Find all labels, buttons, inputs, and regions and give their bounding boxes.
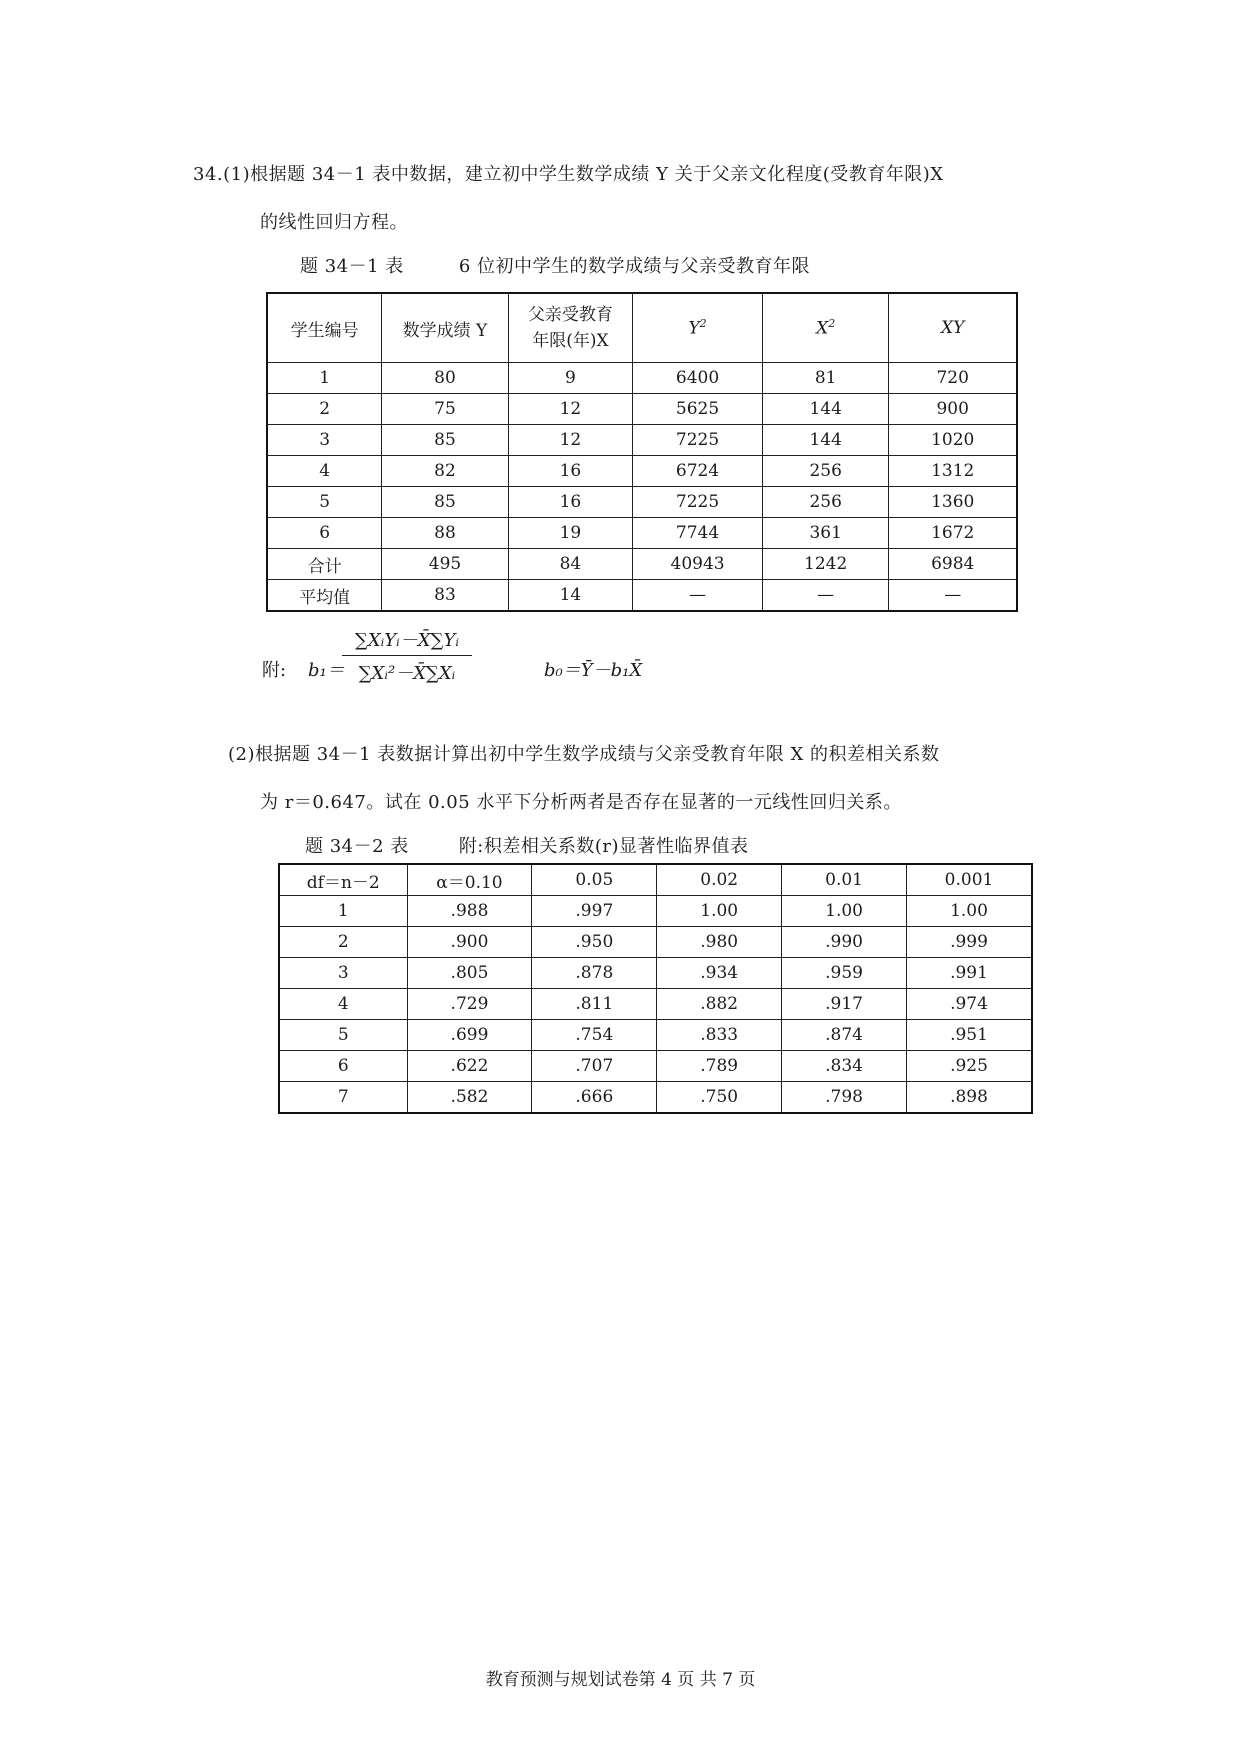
table-cell: 9 (508, 363, 633, 394)
table-2-header-row (279, 864, 1032, 896)
table-row (279, 1082, 1032, 1114)
header-student-id: 学生编号 (267, 293, 382, 363)
table-cell: 19 (508, 518, 633, 549)
formula-b0: b₀＝Ȳ－b₁X̄ (544, 660, 643, 681)
formula-b1-fraction (342, 626, 472, 685)
table-cell: .974 (906, 989, 1032, 1020)
table-cell: 85 (382, 425, 508, 456)
table-row (279, 1020, 1032, 1051)
header-alpha-001: 0.01 (782, 864, 907, 896)
table-cell: 合计 (267, 549, 382, 580)
table-cell: 1 (279, 896, 407, 927)
table-cell: 495 (382, 549, 508, 580)
table-cell: 720 (889, 363, 1017, 394)
page-footer: 教育预测与规划试卷第 4 页 共 7 页 (485, 1670, 756, 1690)
table-cell: .811 (532, 989, 657, 1020)
table-cell: 256 (762, 456, 889, 487)
table-cell: 7 (279, 1082, 407, 1114)
header-math-score: 数学成绩 Y (382, 293, 508, 363)
table-cell: 5 (279, 1020, 407, 1051)
table-1-label: 题 34－1 表 (300, 256, 404, 277)
table-cell: 88 (382, 518, 508, 549)
table-row (267, 425, 1017, 456)
table-cell: 144 (762, 394, 889, 425)
table-cell: .980 (657, 927, 782, 958)
table-cell: 1.00 (906, 896, 1032, 927)
table-cell: .900 (407, 927, 532, 958)
table-row (267, 456, 1017, 487)
table-cell: .754 (532, 1020, 657, 1051)
table-cell: 1020 (889, 425, 1017, 456)
table-cell: 75 (382, 394, 508, 425)
table-cell: 2 (267, 394, 382, 425)
table-cell: 5 (267, 487, 382, 518)
table-cell: 7225 (633, 425, 763, 456)
table-row (267, 363, 1017, 394)
table-cell: 16 (508, 487, 633, 518)
table-cell: 12 (508, 425, 633, 456)
table-cell: — (889, 580, 1017, 612)
table-cell: 4 (279, 989, 407, 1020)
question-2-line-1: (2)根据题 34－1 表数据计算出初中学生数学成绩与父亲受教育年限 X 的积差相关系数 (228, 744, 940, 765)
table-cell: .582 (407, 1082, 532, 1114)
table-cell: 40943 (633, 549, 763, 580)
formula-b1-denominator: ∑Xᵢ²－X̄∑Xᵢ (358, 663, 456, 684)
table-cell: 2 (279, 927, 407, 958)
table-cell: .707 (532, 1051, 657, 1082)
header-df: df＝n－2 (279, 864, 407, 896)
table-cell: .833 (657, 1020, 782, 1051)
table-cell: .805 (407, 958, 532, 989)
table-cell: 5625 (633, 394, 763, 425)
table-cell: 82 (382, 456, 508, 487)
table-cell: .789 (657, 1051, 782, 1082)
table-cell: 4 (267, 456, 382, 487)
table-cell: .878 (532, 958, 657, 989)
table-cell: .666 (532, 1082, 657, 1114)
header-y-squared-exp: 2 (699, 317, 707, 331)
header-alpha-002: 0.02 (657, 864, 782, 896)
regression-formula (262, 626, 962, 716)
header-father-education (508, 293, 633, 363)
table-cell: 3 (267, 425, 382, 456)
table-row (279, 958, 1032, 989)
table-row (267, 518, 1017, 549)
table-2-title (305, 832, 749, 858)
header-x-squared-base: X (816, 318, 829, 339)
table-cell: .834 (782, 1051, 907, 1082)
table-row (267, 394, 1017, 425)
header-y-squared (633, 293, 763, 363)
header-xy: XY (889, 293, 1017, 363)
table-cell: .950 (532, 927, 657, 958)
table-cell: .917 (782, 989, 907, 1020)
header-alpha-0001: 0.001 (906, 864, 1032, 896)
table-cell: .729 (407, 989, 532, 1020)
table-1 (266, 292, 1018, 612)
table-cell: .951 (906, 1020, 1032, 1051)
table-cell: .750 (657, 1082, 782, 1114)
table-1-title (300, 252, 810, 278)
header-alpha-005: 0.05 (532, 864, 657, 896)
table-cell: 6400 (633, 363, 763, 394)
table-cell: 81 (762, 363, 889, 394)
table-cell: .959 (782, 958, 907, 989)
table-cell: 1.00 (782, 896, 907, 927)
table-row (279, 896, 1032, 927)
question-2-line-2: 为 r＝0.647。试在 0.05 水平下分析两者是否存在显著的一元线性回归关系。 (260, 792, 902, 813)
table-cell: 900 (889, 394, 1017, 425)
table-cell: 1672 (889, 518, 1017, 549)
table-cell: 85 (382, 487, 508, 518)
table-cell: .798 (782, 1082, 907, 1114)
header-y-squared-base: Y (688, 318, 700, 339)
table-cell: 144 (762, 425, 889, 456)
header-x-squared-exp: 2 (828, 317, 836, 331)
table-cell: 84 (508, 549, 633, 580)
table-cell: 6724 (633, 456, 763, 487)
table-cell: .988 (407, 896, 532, 927)
table-2-caption: 附:积差相关系数(r)显著性临界值表 (458, 836, 749, 857)
table-cell: .898 (906, 1082, 1032, 1114)
table-row-average (267, 580, 1017, 612)
table-cell: .622 (407, 1051, 532, 1082)
table-1-header-row (267, 293, 1017, 363)
table-cell: .990 (782, 927, 907, 958)
header-father-education-line-2: 年限(年)X (532, 331, 609, 351)
table-cell: .925 (906, 1051, 1032, 1082)
table-cell: 12 (508, 394, 633, 425)
table-cell: 361 (762, 518, 889, 549)
table-cell: .934 (657, 958, 782, 989)
table-cell: .699 (407, 1020, 532, 1051)
table-cell: 6984 (889, 549, 1017, 580)
table-cell: — (633, 580, 763, 612)
table-cell: 平均值 (267, 580, 382, 612)
table-row (279, 1051, 1032, 1082)
table-cell: 14 (508, 580, 633, 612)
table-cell: 1360 (889, 487, 1017, 518)
table-2-label: 题 34－2 表 (305, 836, 409, 857)
table-cell: 1 (267, 363, 382, 394)
table-row-total (267, 549, 1017, 580)
table-cell: — (762, 580, 889, 612)
formula-b1-lhs: b₁＝ (308, 660, 345, 681)
table-1-caption: 6 位初中学生的数学成绩与父亲受教育年限 (458, 256, 810, 277)
table-cell: 16 (508, 456, 633, 487)
table-cell: 7744 (633, 518, 763, 549)
table-cell: 1312 (889, 456, 1017, 487)
table-cell: 3 (279, 958, 407, 989)
header-father-education-line-1: 父亲受教育 (527, 305, 613, 325)
table-cell: 83 (382, 580, 508, 612)
table-row (279, 927, 1032, 958)
question-1-line-1: 34.(1)根据题 34－1 表中数据，建立初中学生数学成绩 Y 关于父亲文化程度(受教育年限)X (193, 164, 944, 185)
table-row (267, 487, 1017, 518)
table-2 (278, 863, 1033, 1114)
table-cell: 80 (382, 363, 508, 394)
table-cell: 6 (279, 1051, 407, 1082)
table-row (279, 989, 1032, 1020)
table-cell: 1.00 (657, 896, 782, 927)
table-cell: .997 (532, 896, 657, 927)
formula-b1-numerator: ∑XᵢYᵢ－X̄∑Yᵢ (342, 626, 472, 656)
table-cell: .882 (657, 989, 782, 1020)
table-cell: 7225 (633, 487, 763, 518)
question-1-line-2: 的线性回归方程。 (260, 212, 408, 233)
table-cell: 1242 (762, 549, 889, 580)
table-cell: .991 (906, 958, 1032, 989)
table-cell: .999 (906, 927, 1032, 958)
header-alpha-010: α＝0.10 (407, 864, 532, 896)
table-cell: .874 (782, 1020, 907, 1051)
header-x-squared (762, 293, 889, 363)
formula-label: 附: (262, 660, 287, 681)
table-cell: 256 (762, 487, 889, 518)
table-cell: 6 (267, 518, 382, 549)
